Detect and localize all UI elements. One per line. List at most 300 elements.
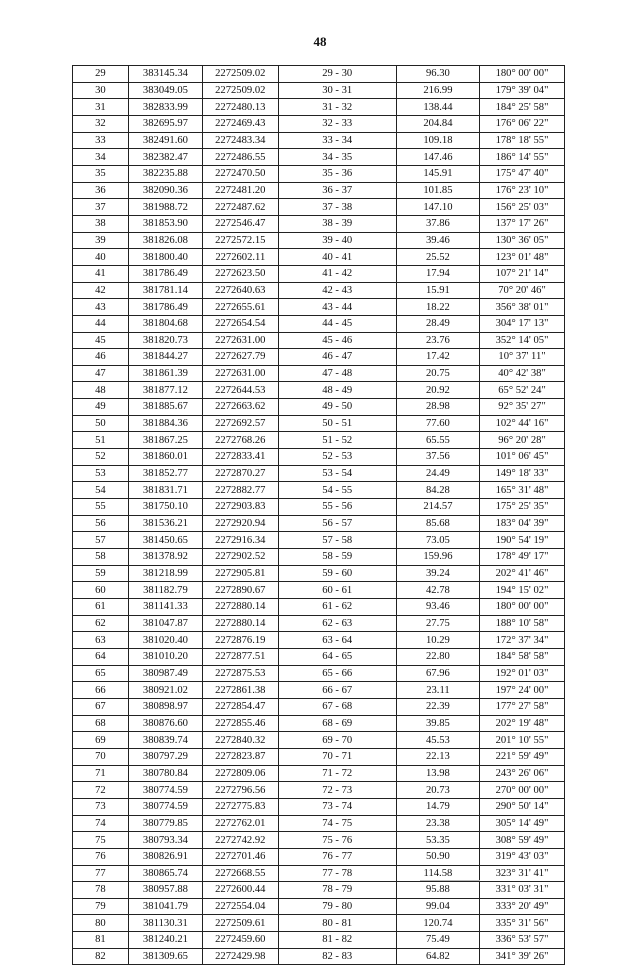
y-coordinate-cell: 2272876.19	[203, 632, 279, 649]
bearing-cell: 333° 20' 49"	[480, 898, 565, 915]
bearing-cell: 188° 10' 58"	[480, 615, 565, 632]
length-cell: 22.80	[396, 648, 479, 665]
point-number-cell: 80	[73, 915, 129, 932]
y-coordinate-cell: 2272554.04	[203, 898, 279, 915]
y-coordinate-cell: 2272861.38	[203, 682, 279, 699]
point-number-cell: 66	[73, 682, 129, 699]
length-cell: 216.99	[396, 82, 479, 99]
y-coordinate-cell: 2272854.47	[203, 698, 279, 715]
y-coordinate-cell: 2272459.60	[203, 932, 279, 949]
segment-cell: 56 - 57	[278, 515, 396, 532]
point-number-cell: 45	[73, 332, 129, 349]
y-coordinate-cell: 2272509.02	[203, 66, 279, 83]
table-row	[73, 499, 565, 516]
segment-cell: 70 - 71	[278, 748, 396, 765]
table-row	[73, 82, 565, 99]
segment-cell: 78 - 79	[278, 882, 396, 899]
segment-cell: 51 - 52	[278, 432, 396, 449]
segment-cell: 34 - 35	[278, 149, 396, 166]
point-number-cell: 47	[73, 365, 129, 382]
table-row	[73, 615, 565, 632]
table-row	[73, 748, 565, 765]
bearing-cell: 102° 44' 16"	[480, 415, 565, 432]
segment-cell: 30 - 31	[278, 82, 396, 99]
table-row	[73, 932, 565, 949]
length-cell: 96.30	[396, 66, 479, 83]
x-coordinate-cell: 381988.72	[128, 199, 202, 216]
bearing-cell: 341° 39' 26"	[480, 948, 565, 965]
x-coordinate-cell: 382695.97	[128, 115, 202, 132]
y-coordinate-cell: 2272880.14	[203, 599, 279, 616]
table-row	[73, 265, 565, 282]
bearing-cell: 305° 14' 49"	[480, 815, 565, 832]
bearing-cell: 149° 18' 33"	[480, 465, 565, 482]
bearing-cell: 10° 37' 11"	[480, 349, 565, 366]
point-number-cell: 52	[73, 449, 129, 466]
segment-cell: 59 - 60	[278, 565, 396, 582]
table-row	[73, 665, 565, 682]
length-cell: 17.42	[396, 349, 479, 366]
segment-cell: 63 - 64	[278, 632, 396, 649]
table-row	[73, 332, 565, 349]
y-coordinate-cell: 2272655.61	[203, 299, 279, 316]
length-cell: 39.24	[396, 565, 479, 582]
length-cell: 42.78	[396, 582, 479, 599]
y-coordinate-cell: 2272762.01	[203, 815, 279, 832]
y-coordinate-cell: 2272623.50	[203, 265, 279, 282]
bearing-cell: 123° 01' 48"	[480, 249, 565, 266]
length-cell: 13.98	[396, 765, 479, 782]
table-row	[73, 865, 565, 882]
table-row	[73, 648, 565, 665]
x-coordinate-cell: 381852.77	[128, 465, 202, 482]
x-coordinate-cell: 380779.85	[128, 815, 202, 832]
length-cell: 147.10	[396, 199, 479, 216]
x-coordinate-cell: 381130.31	[128, 915, 202, 932]
segment-cell: 65 - 66	[278, 665, 396, 682]
segment-cell: 67 - 68	[278, 698, 396, 715]
y-coordinate-cell: 2272692.57	[203, 415, 279, 432]
length-cell: 25.52	[396, 249, 479, 266]
length-cell: 147.46	[396, 149, 479, 166]
bearing-cell: 107° 21' 14"	[480, 265, 565, 282]
point-number-cell: 73	[73, 798, 129, 815]
length-cell: 84.28	[396, 482, 479, 499]
bearing-cell: 130° 36' 05"	[480, 232, 565, 249]
segment-cell: 69 - 70	[278, 732, 396, 749]
point-number-cell: 37	[73, 199, 129, 216]
x-coordinate-cell: 381820.73	[128, 332, 202, 349]
bearing-cell: 336° 53' 57"	[480, 932, 565, 949]
x-coordinate-cell: 381884.36	[128, 415, 202, 432]
y-coordinate-cell: 2272905.81	[203, 565, 279, 582]
point-number-cell: 57	[73, 532, 129, 549]
length-cell: 20.92	[396, 382, 479, 399]
x-coordinate-cell: 381450.65	[128, 532, 202, 549]
point-number-cell: 48	[73, 382, 129, 399]
segment-cell: 32 - 33	[278, 115, 396, 132]
y-coordinate-cell: 2272644.53	[203, 382, 279, 399]
y-coordinate-cell: 2272920.94	[203, 515, 279, 532]
x-coordinate-cell: 381860.01	[128, 449, 202, 466]
segment-cell: 58 - 59	[278, 549, 396, 566]
length-cell: 39.85	[396, 715, 479, 732]
bearing-cell: 180° 00' 00"	[480, 599, 565, 616]
segment-cell: 79 - 80	[278, 898, 396, 915]
y-coordinate-cell: 2272742.92	[203, 832, 279, 849]
x-coordinate-cell: 381536.21	[128, 515, 202, 532]
segment-cell: 48 - 49	[278, 382, 396, 399]
table-row	[73, 948, 565, 965]
table-row	[73, 465, 565, 482]
table-row	[73, 365, 565, 382]
y-coordinate-cell: 2272469.43	[203, 115, 279, 132]
segment-cell: 80 - 81	[278, 915, 396, 932]
y-coordinate-cell: 2272902.52	[203, 549, 279, 566]
point-number-cell: 44	[73, 315, 129, 332]
y-coordinate-cell: 2272654.54	[203, 315, 279, 332]
y-coordinate-cell: 2272855.46	[203, 715, 279, 732]
table-row	[73, 199, 565, 216]
bearing-cell: 221° 59' 49"	[480, 748, 565, 765]
length-cell: 101.85	[396, 182, 479, 199]
point-number-cell: 69	[73, 732, 129, 749]
length-cell: 20.73	[396, 782, 479, 799]
table-row	[73, 382, 565, 399]
segment-cell: 73 - 74	[278, 798, 396, 815]
y-coordinate-cell: 2272640.63	[203, 282, 279, 299]
bearing-cell: 175° 47' 40"	[480, 165, 565, 182]
segment-cell: 33 - 34	[278, 132, 396, 149]
bearing-cell: 178° 49' 17"	[480, 549, 565, 566]
point-number-cell: 70	[73, 748, 129, 765]
bearing-cell: 178° 18' 55"	[480, 132, 565, 149]
y-coordinate-cell: 2272509.02	[203, 82, 279, 99]
length-cell: 99.04	[396, 898, 479, 915]
x-coordinate-cell: 381861.39	[128, 365, 202, 382]
y-coordinate-cell: 2272875.53	[203, 665, 279, 682]
bearing-cell: 304° 17' 13"	[480, 315, 565, 332]
table-row	[73, 599, 565, 616]
length-cell: 14.79	[396, 798, 479, 815]
x-coordinate-cell: 381804.68	[128, 315, 202, 332]
table-row	[73, 415, 565, 432]
x-coordinate-cell: 381182.79	[128, 582, 202, 599]
segment-cell: 45 - 46	[278, 332, 396, 349]
coordinates-table-body	[73, 66, 565, 965]
point-number-cell: 39	[73, 232, 129, 249]
table-row	[73, 315, 565, 332]
segment-cell: 35 - 36	[278, 165, 396, 182]
y-coordinate-cell: 2272480.13	[203, 99, 279, 116]
y-coordinate-cell: 2272796.56	[203, 782, 279, 799]
length-cell: 23.11	[396, 682, 479, 699]
y-coordinate-cell: 2272903.83	[203, 499, 279, 516]
x-coordinate-cell: 382382.47	[128, 149, 202, 166]
table-row	[73, 449, 565, 466]
table-row	[73, 765, 565, 782]
length-cell: 214.57	[396, 499, 479, 516]
segment-cell: 64 - 65	[278, 648, 396, 665]
bearing-cell: 137° 17' 26"	[480, 215, 565, 232]
segment-cell: 75 - 76	[278, 832, 396, 849]
length-cell: 24.49	[396, 465, 479, 482]
table-row	[73, 882, 565, 899]
x-coordinate-cell: 380876.60	[128, 715, 202, 732]
bearing-cell: 194° 15' 02"	[480, 582, 565, 599]
x-coordinate-cell: 380774.59	[128, 798, 202, 815]
y-coordinate-cell: 2272627.79	[203, 349, 279, 366]
table-row	[73, 249, 565, 266]
x-coordinate-cell: 381831.71	[128, 482, 202, 499]
table-row	[73, 698, 565, 715]
x-coordinate-cell: 381750.10	[128, 499, 202, 516]
bearing-cell: 180° 00' 00"	[480, 66, 565, 83]
table-row	[73, 432, 565, 449]
x-coordinate-cell: 381853.90	[128, 215, 202, 232]
x-coordinate-cell: 381786.49	[128, 299, 202, 316]
point-number-cell: 54	[73, 482, 129, 499]
bearing-cell: 175° 25' 35"	[480, 499, 565, 516]
footer-mark	[420, 880, 480, 881]
y-coordinate-cell: 2272768.26	[203, 432, 279, 449]
bearing-cell: 176° 06' 22"	[480, 115, 565, 132]
table-row	[73, 232, 565, 249]
x-coordinate-cell: 381378.92	[128, 549, 202, 566]
table-row	[73, 582, 565, 599]
segment-cell: 29 - 30	[278, 66, 396, 83]
length-cell: 18.22	[396, 299, 479, 316]
point-number-cell: 31	[73, 99, 129, 116]
bearing-cell: 323° 31' 41"	[480, 865, 565, 882]
segment-cell: 39 - 40	[278, 232, 396, 249]
y-coordinate-cell: 2272509.61	[203, 915, 279, 932]
length-cell: 65.55	[396, 432, 479, 449]
segment-cell: 61 - 62	[278, 599, 396, 616]
point-number-cell: 53	[73, 465, 129, 482]
segment-cell: 46 - 47	[278, 349, 396, 366]
y-coordinate-cell: 2272631.00	[203, 365, 279, 382]
point-number-cell: 74	[73, 815, 129, 832]
segment-cell: 62 - 63	[278, 615, 396, 632]
table-row	[73, 349, 565, 366]
point-number-cell: 75	[73, 832, 129, 849]
table-row	[73, 732, 565, 749]
point-number-cell: 41	[73, 265, 129, 282]
segment-cell: 38 - 39	[278, 215, 396, 232]
point-number-cell: 63	[73, 632, 129, 649]
x-coordinate-cell: 381309.65	[128, 948, 202, 965]
length-cell: 53.35	[396, 832, 479, 849]
bearing-cell: 172° 37' 34"	[480, 632, 565, 649]
y-coordinate-cell: 2272602.11	[203, 249, 279, 266]
segment-cell: 42 - 43	[278, 282, 396, 299]
x-coordinate-cell: 383049.05	[128, 82, 202, 99]
bearing-cell: 177° 27' 58"	[480, 698, 565, 715]
point-number-cell: 64	[73, 648, 129, 665]
point-number-cell: 78	[73, 882, 129, 899]
y-coordinate-cell: 2272572.15	[203, 232, 279, 249]
x-coordinate-cell: 381010.20	[128, 648, 202, 665]
table-row	[73, 549, 565, 566]
table-row	[73, 482, 565, 499]
point-number-cell: 35	[73, 165, 129, 182]
point-number-cell: 65	[73, 665, 129, 682]
table-row	[73, 682, 565, 699]
point-number-cell: 82	[73, 948, 129, 965]
length-cell: 85.68	[396, 515, 479, 532]
y-coordinate-cell: 2272701.46	[203, 848, 279, 865]
x-coordinate-cell: 380774.59	[128, 782, 202, 799]
table-row	[73, 815, 565, 832]
table-row	[73, 515, 565, 532]
y-coordinate-cell: 2272882.77	[203, 482, 279, 499]
length-cell: 145.91	[396, 165, 479, 182]
table-row	[73, 898, 565, 915]
table-row	[73, 632, 565, 649]
point-number-cell: 40	[73, 249, 129, 266]
length-cell: 77.60	[396, 415, 479, 432]
point-number-cell: 60	[73, 582, 129, 599]
bearing-cell: 179° 39' 04"	[480, 82, 565, 99]
y-coordinate-cell: 2272877.51	[203, 648, 279, 665]
segment-cell: 43 - 44	[278, 299, 396, 316]
length-cell: 39.46	[396, 232, 479, 249]
bearing-cell: 352° 14' 05"	[480, 332, 565, 349]
bearing-cell: 319° 43' 03"	[480, 848, 565, 865]
length-cell: 22.13	[396, 748, 479, 765]
x-coordinate-cell: 381240.21	[128, 932, 202, 949]
x-coordinate-cell: 381786.49	[128, 265, 202, 282]
point-number-cell: 81	[73, 932, 129, 949]
bearing-cell: 290° 50' 14"	[480, 798, 565, 815]
length-cell: 27.75	[396, 615, 479, 632]
point-number-cell: 55	[73, 499, 129, 516]
point-number-cell: 36	[73, 182, 129, 199]
coordinates-table	[72, 65, 565, 965]
segment-cell: 53 - 54	[278, 465, 396, 482]
point-number-cell: 71	[73, 765, 129, 782]
table-row	[73, 848, 565, 865]
segment-cell: 72 - 73	[278, 782, 396, 799]
length-cell: 28.98	[396, 399, 479, 416]
x-coordinate-cell: 381800.40	[128, 249, 202, 266]
bearing-cell: 92° 35' 27"	[480, 399, 565, 416]
x-coordinate-cell: 380865.74	[128, 865, 202, 882]
bearing-cell: 308° 59' 49"	[480, 832, 565, 849]
bearing-cell: 335° 31' 56"	[480, 915, 565, 932]
bearing-cell: 356° 38' 01"	[480, 299, 565, 316]
length-cell: 23.38	[396, 815, 479, 832]
segment-cell: 44 - 45	[278, 315, 396, 332]
x-coordinate-cell: 380793.34	[128, 832, 202, 849]
bearing-cell: 202° 19' 48"	[480, 715, 565, 732]
segment-cell: 37 - 38	[278, 199, 396, 216]
length-cell: 93.46	[396, 599, 479, 616]
bearing-cell: 96° 20' 28"	[480, 432, 565, 449]
y-coordinate-cell: 2272870.27	[203, 465, 279, 482]
bearing-cell: 165° 31' 48"	[480, 482, 565, 499]
table-row	[73, 132, 565, 149]
point-number-cell: 79	[73, 898, 129, 915]
y-coordinate-cell: 2272481.20	[203, 182, 279, 199]
point-number-cell: 51	[73, 432, 129, 449]
x-coordinate-cell: 383145.34	[128, 66, 202, 83]
segment-cell: 49 - 50	[278, 399, 396, 416]
x-coordinate-cell: 381218.99	[128, 565, 202, 582]
table-row	[73, 715, 565, 732]
segment-cell: 55 - 56	[278, 499, 396, 516]
x-coordinate-cell: 380987.49	[128, 665, 202, 682]
table-row	[73, 282, 565, 299]
point-number-cell: 43	[73, 299, 129, 316]
bearing-cell: 70° 20' 46"	[480, 282, 565, 299]
table-row	[73, 798, 565, 815]
x-coordinate-cell: 381885.67	[128, 399, 202, 416]
length-cell: 204.84	[396, 115, 479, 132]
point-number-cell: 59	[73, 565, 129, 582]
segment-cell: 47 - 48	[278, 365, 396, 382]
length-cell: 45.53	[396, 732, 479, 749]
length-cell: 73.05	[396, 532, 479, 549]
bearing-cell: 331° 03' 31"	[480, 882, 565, 899]
bearing-cell: 201° 10' 55"	[480, 732, 565, 749]
point-number-cell: 72	[73, 782, 129, 799]
bearing-cell: 101° 06' 45"	[480, 449, 565, 466]
x-coordinate-cell: 381844.27	[128, 349, 202, 366]
x-coordinate-cell: 382090.36	[128, 182, 202, 199]
segment-cell: 52 - 53	[278, 449, 396, 466]
table-row	[73, 832, 565, 849]
y-coordinate-cell: 2272663.62	[203, 399, 279, 416]
y-coordinate-cell: 2272809.06	[203, 765, 279, 782]
point-number-cell: 76	[73, 848, 129, 865]
y-coordinate-cell: 2272890.67	[203, 582, 279, 599]
segment-cell: 77 - 78	[278, 865, 396, 882]
segment-cell: 71 - 72	[278, 765, 396, 782]
x-coordinate-cell: 380957.88	[128, 882, 202, 899]
table-row	[73, 165, 565, 182]
point-number-cell: 50	[73, 415, 129, 432]
segment-cell: 81 - 82	[278, 932, 396, 949]
y-coordinate-cell: 2272600.44	[203, 882, 279, 899]
table-row	[73, 565, 565, 582]
x-coordinate-cell: 382491.60	[128, 132, 202, 149]
length-cell: 37.56	[396, 449, 479, 466]
point-number-cell: 38	[73, 215, 129, 232]
table-row	[73, 99, 565, 116]
table-row	[73, 915, 565, 932]
length-cell: 37.86	[396, 215, 479, 232]
x-coordinate-cell: 380898.97	[128, 698, 202, 715]
point-number-cell: 61	[73, 599, 129, 616]
x-coordinate-cell: 381826.08	[128, 232, 202, 249]
point-number-cell: 77	[73, 865, 129, 882]
bearing-cell: 186° 14' 55"	[480, 149, 565, 166]
table-row	[73, 115, 565, 132]
segment-cell: 60 - 61	[278, 582, 396, 599]
table-row	[73, 215, 565, 232]
bearing-cell: 190° 54' 19"	[480, 532, 565, 549]
length-cell: 23.76	[396, 332, 479, 349]
table-row	[73, 399, 565, 416]
point-number-cell: 42	[73, 282, 129, 299]
table-row	[73, 532, 565, 549]
segment-cell: 68 - 69	[278, 715, 396, 732]
table-row	[73, 782, 565, 799]
point-number-cell: 49	[73, 399, 129, 416]
length-cell: 95.88	[396, 882, 479, 899]
